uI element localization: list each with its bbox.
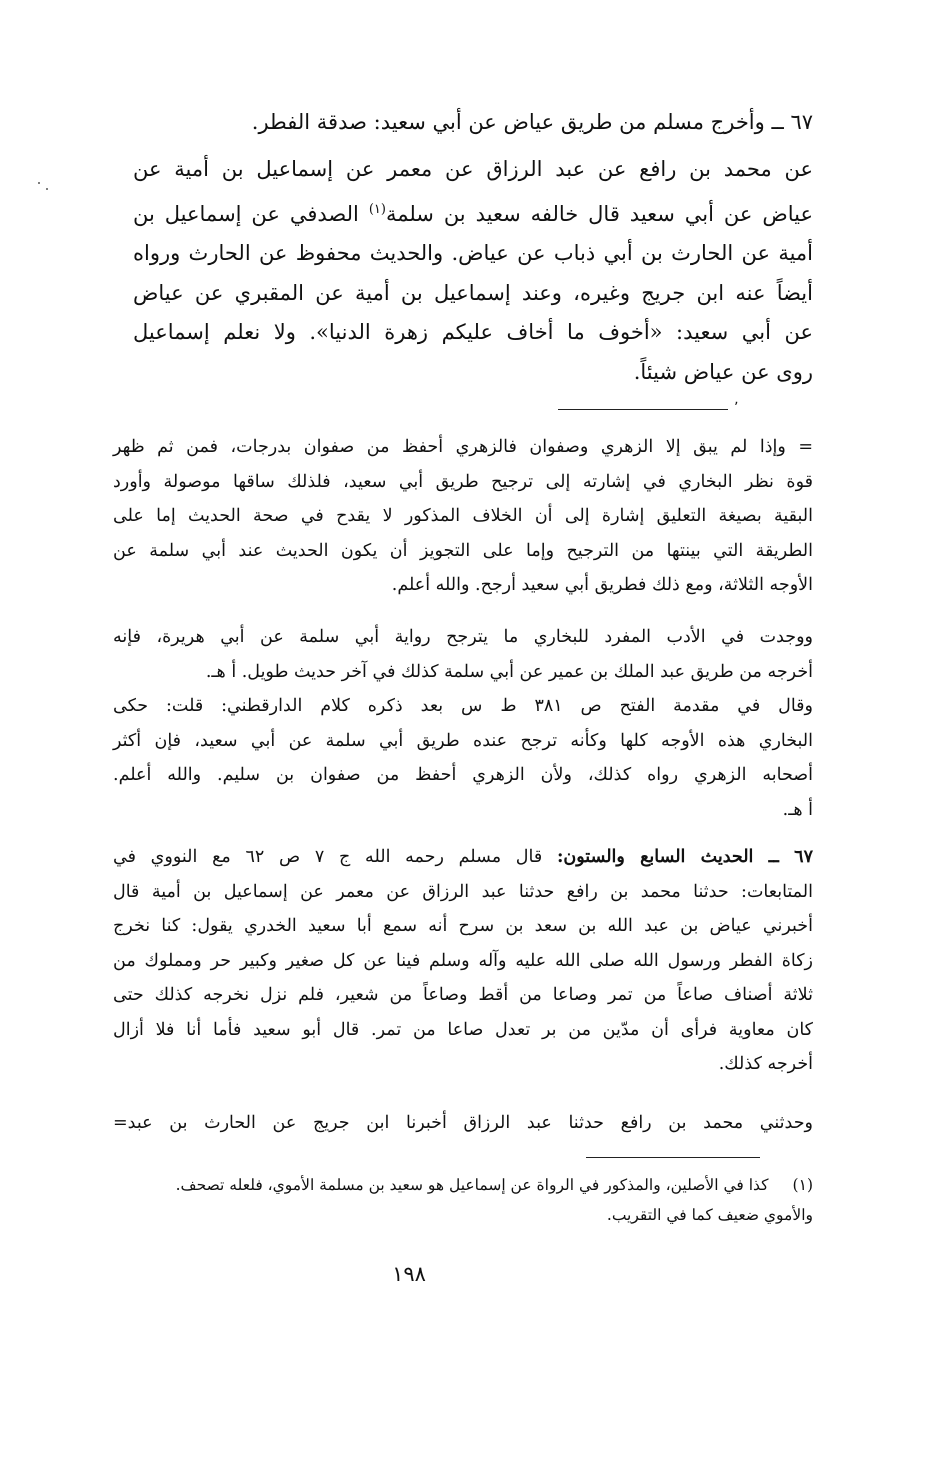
commentary-block-2 bbox=[113, 620, 813, 689]
hadith-line: كان معاوية فرأى أن مدّين من بر تعدل صاعا من تمر. قال أبو سعيد فأما أنا فلا أزال bbox=[113, 1019, 813, 1040]
hadith-line: زكاة الفطر ورسول الله صلى الله عليه وآله وسلم فينا عن كل صغير وكبير حر ومملوك من bbox=[113, 950, 813, 971]
commentary-line: البقية بصيغة التعليق إشارة إلى أن الخلاف المذكور لا يقدح في صحة الحديث إما على bbox=[113, 506, 813, 526]
commentary-block-3 bbox=[113, 689, 813, 827]
commentary-line: البخاري هذه الأوجه كلها وكأنه ترجح عنده طريق أبي سلمة عن أبي سعيد، فإن أكثر bbox=[113, 730, 813, 751]
commentary-line: أخرجه من طريق عبد الملك بن عمير عن أبي سلمة كذلك في آخر حديث طويل. أ هـ. bbox=[205, 661, 813, 682]
hadith-67-first-line bbox=[113, 840, 813, 875]
commentary-line: أ هـ. bbox=[782, 799, 813, 820]
hadith-67-title: ٦٧ ــ الحديث السابع والستون: bbox=[556, 847, 813, 867]
hadith-67-source: قال مسلم رحمه الله ج ٧ ص ٦٢ مع النووي في bbox=[113, 847, 543, 867]
hadith-line: ثلاثة أصناف صاعاً من تمر وصاعا من أقط وصاعاً من شعير، فلم نزل نخرجه كذلك حتى bbox=[113, 985, 813, 1005]
footnote-marker[interactable]: (١) bbox=[368, 201, 386, 217]
main-line-2-tail: الصدفي عن إسماعيل بن bbox=[133, 201, 359, 226]
main-line-4: أيضاً عنه ابن جريج وغيره، وعند إسماعيل بن أمية عن المقبري عن عياض bbox=[133, 280, 813, 305]
commentary-line: وقال في مقدمة الفتح ص ٣٨١ ط س بعد ذكره كلام الدارقطني: قلت: حكى bbox=[113, 696, 813, 716]
main-paragraph bbox=[133, 150, 813, 392]
main-line-1: عن محمد بن رافع عن عبد الرزاق عن معمر عن إسماعيل بن أمية عن bbox=[133, 157, 813, 181]
hadith-line: المتابعات: حدثنا محمد بن رافع حدثنا عبد الرزاق عن معمر عن إسماعيل بن أمية قال bbox=[113, 881, 813, 902]
main-line-3: أمية عن الحارث بن أبي ذباب عن عياض. والحديث محفوظ عن الحارث ورواه bbox=[133, 241, 813, 265]
commentary-block-5 bbox=[113, 1106, 813, 1141]
footnote-divider bbox=[586, 1157, 760, 1158]
tick-mark: ٬ bbox=[734, 400, 739, 416]
hadith-67-block bbox=[113, 840, 813, 1082]
commentary-line: الطريقة التي بينتها من الترجيح وإما على التجويز أن يكون الحديث عند أبي سلمة عن bbox=[113, 540, 813, 561]
footnote-line-1 bbox=[113, 1170, 813, 1200]
scan-speck bbox=[46, 188, 48, 190]
footnote bbox=[113, 1170, 813, 1230]
commentary-block-1 bbox=[113, 430, 813, 603]
main-line-2-head: عياض عن أبي سعيد قال خالفه سعيد بن سلمة bbox=[385, 201, 814, 226]
footnote-number: (١) bbox=[792, 1176, 813, 1194]
footnote-text-1: كذا في الأصلين، والمذكور في الرواة عن إسماعيل هو سعيد بن مسلمة الأموي، فلعله تصحف. bbox=[175, 1176, 769, 1194]
commentary-line: الأوجه الثلاثة، ومع ذلك فطريق أبي سعيد أرجح. والله أعلم. bbox=[391, 575, 813, 595]
commentary-line: وحدثني محمد بن رافع حدثنا عبد الرزاق أخبرنا ابن جريج عن الحارث بن عبد= bbox=[113, 1113, 813, 1133]
main-line-6: روى عن عياض شيئاً. bbox=[633, 359, 813, 384]
footnote-line-2: والأموي ضعيف كما في التقريب. bbox=[606, 1206, 813, 1224]
commentary-line: ووجدت في الأدب المفرد للبخاري ما يترجح رواية أبي سلمة عن أبي هريرة، فإنه bbox=[113, 627, 813, 647]
main-line-5: عن أبي سعيد: «أخوف ما أخاف عليكم زهرة الدنيا». ولا نعلم إسماعيل bbox=[133, 320, 813, 344]
hadith-line: أخرجه كذلك. bbox=[718, 1054, 813, 1074]
hadith-line: أخبرني عياض بن عبد الله بن سعد بن سرح أنه سمع أبا سعيد الخدري يقول: كنا نخرج bbox=[113, 916, 813, 936]
commentary-line: قوة نظر البخاري في إشارته إلى ترجيح طريق أبي سعيد، فلذلك ساقها موصولة وأورد bbox=[113, 471, 813, 492]
main-line-2 bbox=[133, 190, 813, 235]
section-heading: ٦٧ ــ وأخرج مسلم من طريق عياض عن أبي سعيد: صدقة الفطر. bbox=[251, 110, 813, 134]
scan-speck bbox=[38, 182, 40, 184]
commentary-line: أصحابه الزهري رواه كذلك، ولأن الزهري أحفظ من صفوان بن سليم. والله أعلم. bbox=[113, 765, 813, 785]
section-divider bbox=[558, 409, 728, 410]
commentary-line: = وإذا لم يبق إلا الزهري وصفوان فالزهري أحفظ من صفوان بدرجات، فمن ثم ظهر bbox=[113, 437, 813, 457]
page-number: ١٩٨ bbox=[392, 1262, 426, 1286]
